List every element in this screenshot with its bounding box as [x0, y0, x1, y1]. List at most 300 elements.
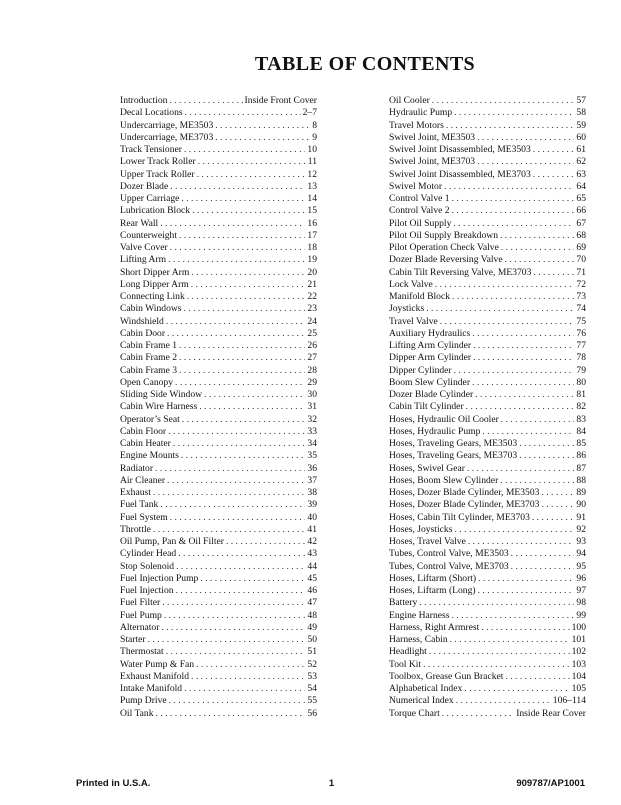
toc-entry	[389, 279, 586, 291]
dot-leader	[467, 463, 574, 475]
toc-entry	[120, 95, 317, 107]
dot-leader	[500, 475, 574, 487]
toc-entry-label: Operator’s Seat	[120, 413, 180, 425]
toc-entry-label: Cabin Floor	[120, 425, 167, 437]
dot-leader	[178, 548, 305, 560]
toc-entry-page: 27	[307, 352, 317, 364]
dot-leader	[481, 622, 569, 634]
dot-leader	[192, 205, 305, 217]
toc-entry-label: Counterweight	[120, 229, 178, 241]
toc-entry-page: 93	[576, 536, 586, 547]
toc-entry-label: Hoses, Dozer Blade Cylinder, ME3703	[389, 499, 540, 511]
toc-entry-label: Hoses, Liftarm (Short)	[389, 572, 477, 584]
toc-entry-label: Dozer Blade Cylinder	[389, 389, 474, 400]
dot-leader	[164, 610, 306, 622]
dot-leader	[167, 328, 305, 340]
toc-entry-page: 64	[576, 180, 586, 192]
toc-entry-label: Valve Cover	[120, 242, 168, 253]
toc-entry	[120, 450, 317, 462]
toc-entry-label: Windshield	[120, 315, 164, 327]
toc-entry	[389, 181, 586, 193]
toc-entry	[389, 475, 586, 487]
toc-entry-page: 39	[307, 499, 317, 511]
toc-entry	[389, 352, 586, 364]
toc-left-column	[120, 95, 317, 720]
dot-leader	[541, 487, 574, 499]
toc-entry	[389, 438, 586, 450]
dot-leader	[182, 414, 306, 426]
toc-entry-page: 2–7	[302, 107, 317, 119]
toc-entry	[120, 205, 317, 217]
toc-entry-page: 42	[307, 536, 317, 547]
toc-entry-page: 47	[307, 597, 317, 609]
toc-entry-page: 40	[307, 511, 317, 523]
toc-entry	[120, 254, 317, 266]
toc-entry	[120, 597, 317, 609]
toc-entry-label: Toolbox, Grease Gun Bracket	[389, 670, 504, 682]
dot-leader	[191, 279, 306, 291]
toc-entry	[120, 585, 317, 597]
toc-entry-label: Lifting Arm	[120, 254, 167, 266]
toc-entry-page: 41	[307, 523, 317, 535]
toc-entry-page: 70	[576, 254, 586, 266]
toc-entry-label: Fuel Pump	[120, 609, 162, 621]
toc-entry-page: 77	[576, 340, 586, 351]
toc-entry	[389, 291, 586, 303]
toc-entry-label: Rear Wall	[120, 217, 159, 229]
toc-entry-page: 10	[307, 144, 317, 155]
toc-entry	[389, 536, 586, 548]
toc-entry-label: Long Dipper Arm	[120, 278, 189, 290]
page-number: 1	[328, 778, 335, 789]
dot-leader	[482, 426, 574, 438]
toc-entry-page: Inside Rear Cover	[516, 707, 586, 719]
dot-leader	[501, 414, 575, 426]
toc-entry-page: 31	[307, 401, 317, 413]
dot-leader	[423, 659, 570, 671]
toc-entry-page: 52	[307, 658, 317, 670]
toc-entry	[389, 708, 586, 720]
dot-leader	[442, 708, 514, 720]
dot-leader	[454, 107, 574, 119]
toc-entry-page: 102	[571, 646, 586, 658]
toc-entry	[389, 205, 586, 217]
toc-entry	[389, 450, 586, 462]
dot-leader	[446, 120, 575, 132]
toc-entry-page: 74	[576, 303, 586, 315]
toc-entry	[120, 659, 317, 671]
dot-leader	[519, 438, 574, 450]
toc-entry	[120, 242, 317, 254]
dot-leader	[533, 169, 575, 181]
toc-entry-label: Tubes, Control Valve, ME3503	[389, 548, 509, 560]
dot-leader	[184, 683, 305, 695]
toc-entry-page: 19	[307, 254, 317, 266]
toc-entry-label: Air Cleaner	[120, 474, 166, 486]
toc-entry	[120, 107, 317, 119]
toc-entry	[389, 610, 586, 622]
toc-entry-label: Cabin Tilt Cylinder	[389, 401, 464, 413]
toc-entry-page: 9	[312, 131, 317, 143]
dot-leader	[168, 426, 305, 438]
toc-entry-page: 44	[307, 560, 317, 572]
toc-entry-page: 33	[307, 425, 317, 437]
toc-entry-page: 75	[576, 315, 586, 327]
toc-entry-page: 23	[307, 303, 317, 315]
dot-leader	[541, 499, 574, 511]
toc-entry-label: Fuel Injection Pump	[120, 572, 199, 584]
toc-entry-label: Cabin Door	[120, 327, 166, 339]
toc-entry	[389, 524, 586, 536]
dot-leader	[452, 205, 575, 217]
toc-entry	[389, 646, 586, 658]
toc-entry-page: 88	[576, 474, 586, 486]
toc-entry-page: 79	[576, 364, 586, 376]
toc-entry-label: Hoses, Traveling Gears, ME3503	[389, 438, 518, 449]
toc-entry	[120, 181, 317, 193]
dot-leader	[444, 181, 574, 193]
toc-entry	[120, 708, 317, 720]
toc-entry	[120, 328, 317, 340]
toc-entry	[389, 671, 586, 683]
toc-entry-page: 37	[307, 474, 317, 486]
toc-entry-page: 99	[576, 609, 586, 621]
toc-entry	[389, 683, 586, 695]
dot-leader	[148, 634, 306, 646]
toc-entry-page: 67	[576, 217, 586, 229]
toc-entry-label: Battery	[389, 597, 418, 609]
dot-leader	[511, 548, 575, 560]
toc-entry-page: 73	[576, 291, 586, 302]
toc-entry-page: 98	[576, 597, 586, 609]
dot-leader	[198, 156, 306, 168]
toc-entry-page: 58	[576, 107, 586, 119]
dot-leader	[466, 401, 575, 413]
toc-entry	[120, 303, 317, 315]
dot-leader	[533, 144, 575, 156]
toc-entry-label: Hoses, Liftarm (Long)	[389, 585, 476, 596]
toc-entry-label: Hoses, Traveling Gears, ME3703	[389, 450, 518, 462]
dot-leader	[204, 389, 305, 401]
toc-entry-label: Connecting Link	[120, 291, 185, 302]
toc-entry-page: 48	[307, 609, 317, 621]
toc-entry	[389, 401, 586, 413]
toc-entry-page: 80	[576, 376, 586, 388]
toc-entry-page: 29	[307, 376, 317, 388]
toc-entry-label: Lifting Arm Cylinder	[389, 340, 472, 351]
dot-leader	[166, 646, 306, 658]
dot-leader	[473, 340, 574, 352]
toc-entry-label: Starter	[120, 634, 146, 645]
toc-entry-label: Swivel Joint, ME3703	[389, 156, 476, 168]
toc-entry	[120, 267, 317, 279]
toc-entry-page: 35	[307, 450, 317, 462]
toc-entry-page: 89	[576, 487, 586, 498]
toc-entry	[120, 401, 317, 413]
toc-entry-label: Dipper Cylinder	[389, 364, 452, 376]
toc-entry	[120, 316, 317, 328]
toc-entry-label: Tool Kit	[389, 658, 422, 670]
toc-entry-label: Decal Locations	[120, 107, 183, 119]
toc-entry-page: 32	[307, 413, 317, 425]
dot-leader	[160, 218, 305, 230]
dot-leader	[176, 561, 305, 573]
toc-entry	[389, 303, 586, 315]
toc-right-column	[389, 95, 586, 720]
toc-entry-label: Swivel Joint Disassembled, ME3503	[389, 144, 531, 155]
toc-entry-page: 11	[307, 156, 317, 168]
toc-entry-page: 85	[576, 438, 586, 449]
toc-entry	[389, 120, 586, 132]
toc-entry	[389, 193, 586, 205]
toc-entry-label: Cabin Heater	[120, 438, 171, 449]
dot-leader	[452, 291, 574, 303]
toc-entry	[389, 622, 586, 634]
toc-entry-page: 38	[307, 487, 317, 498]
toc-entry-page: 26	[307, 340, 317, 351]
toc-entry-label: Fuel Tank	[120, 499, 159, 511]
dot-leader	[153, 487, 305, 499]
dot-leader	[477, 132, 574, 144]
toc-entry-label: Swivel Motor	[389, 180, 443, 192]
toc-entry-page: 68	[576, 229, 586, 241]
toc-entry-page: 66	[576, 205, 586, 217]
toc-entry	[120, 512, 317, 524]
dot-leader	[454, 365, 575, 377]
toc-entry-page: 36	[307, 462, 317, 474]
dot-leader	[160, 499, 305, 511]
toc-entry-label: Lower Track Roller	[120, 156, 196, 168]
dot-leader	[464, 683, 569, 695]
toc-entry-label: Cabin Windows	[120, 303, 182, 315]
dot-leader	[173, 438, 306, 450]
dot-leader	[199, 401, 305, 413]
toc-entry-label: Sliding Side Window	[120, 389, 203, 400]
toc-entry-page: 55	[307, 695, 317, 707]
toc-entry	[389, 107, 586, 119]
toc-entry-label: Lock Valve	[389, 278, 433, 290]
dot-leader	[511, 561, 575, 573]
toc-entry	[389, 414, 586, 426]
dot-leader	[179, 340, 305, 352]
toc-entry	[389, 377, 586, 389]
toc-entry	[389, 132, 586, 144]
toc-entry-page: 71	[576, 266, 586, 278]
toc-entry-label: Open Canopy	[120, 376, 174, 388]
toc-entry	[120, 683, 317, 695]
dot-leader	[181, 450, 306, 462]
dot-leader	[185, 107, 301, 119]
toc-entry	[389, 499, 586, 511]
toc-entry	[389, 487, 586, 499]
toc-entry-page: 53	[307, 670, 317, 682]
dot-leader	[162, 597, 305, 609]
toc-entry-page: 12	[307, 168, 317, 180]
toc-entry-page: 91	[576, 511, 586, 523]
dot-leader	[196, 659, 305, 671]
toc-entry-page: 90	[576, 499, 586, 511]
toc-entry-page: 30	[307, 389, 317, 400]
toc-entry-label: Engine Harness	[389, 609, 450, 621]
dot-leader	[435, 279, 575, 291]
toc-entry-page: 13	[307, 180, 317, 192]
toc-entry-label: Tubes, Control Valve, ME3703	[389, 560, 509, 572]
toc-entry-page: 82	[576, 401, 586, 413]
toc-entry-label: Torque Chart	[389, 707, 440, 719]
dot-leader	[472, 328, 574, 340]
dot-leader	[161, 622, 305, 634]
toc-entry	[389, 340, 586, 352]
toc-entry	[389, 242, 586, 254]
toc-entry	[120, 671, 317, 683]
toc-entry	[120, 230, 317, 242]
dot-leader	[468, 536, 575, 548]
toc-entry-label: Travel Valve	[389, 315, 438, 327]
toc-entry	[389, 695, 586, 707]
toc-entry-page: 69	[576, 242, 586, 253]
toc-entry-label: Cabin Frame 3	[120, 364, 178, 376]
toc-entry	[120, 377, 317, 389]
toc-entry	[389, 597, 586, 609]
dot-leader	[184, 303, 306, 315]
toc-entry-label: Hoses, Travel Valve	[389, 536, 466, 547]
dot-leader	[477, 156, 574, 168]
document-code: 909787/AP1001	[516, 778, 585, 789]
toc-entry-label: Pilot Operation Check Valve	[389, 242, 499, 253]
toc-entry-label: Throttle	[120, 523, 151, 535]
toc-entry	[120, 524, 317, 536]
toc-entry-page: 21	[307, 278, 317, 290]
dot-leader	[429, 646, 570, 658]
toc-entry-label: Joysticks	[389, 303, 425, 315]
toc-entry-page: 87	[576, 462, 586, 474]
toc-entry-label: Harness, Cabin	[389, 634, 448, 645]
toc-entry-page: 104	[571, 670, 586, 682]
toc-entry	[120, 352, 317, 364]
toc-entry-label: Boom Slew Cylinder	[389, 376, 471, 388]
toc-entry	[120, 610, 317, 622]
toc-entry-page: 96	[576, 572, 586, 584]
toc-entry-page: 103	[571, 658, 586, 670]
toc-entry-page: 60	[576, 131, 586, 143]
toc-entry-label: Cylinder Head	[120, 548, 177, 560]
toc-entry	[389, 267, 586, 279]
toc-entry-label: Travel Motors	[389, 119, 444, 131]
toc-entry-label: Oil Pump, Pan & Oil Filter	[120, 536, 224, 547]
toc-entry-label: Swivel Joint, ME3503	[389, 131, 476, 143]
toc-entry	[120, 144, 317, 156]
toc-entry	[389, 561, 586, 573]
toc-entry-page: 63	[576, 168, 586, 180]
dot-leader	[168, 254, 305, 266]
toc-entry	[389, 573, 586, 585]
toc-entry-page: 97	[576, 585, 586, 596]
dot-leader	[181, 193, 305, 205]
toc-entry-label: Cabin Tilt Reversing Valve, ME3703	[389, 266, 532, 278]
toc-entry-label: Control Valve 1	[389, 193, 450, 204]
toc-entry-page: 17	[307, 229, 317, 241]
dot-leader	[166, 316, 306, 328]
toc-entry	[389, 254, 586, 266]
dot-leader	[478, 573, 574, 585]
toc-entry	[389, 144, 586, 156]
toc-entry	[120, 414, 317, 426]
dot-leader	[475, 389, 574, 401]
toc-entry	[389, 585, 586, 597]
toc-entry-page: 16	[307, 217, 317, 229]
dot-leader	[505, 671, 569, 683]
toc-entry-label: Exhaust	[120, 487, 151, 498]
toc-entry-page: 95	[576, 560, 586, 572]
toc-entry	[120, 156, 317, 168]
toc-entry-label: Hoses, Hydraulic Oil Cooler	[389, 413, 499, 425]
dot-leader	[533, 267, 574, 279]
dot-leader	[170, 512, 306, 524]
toc-entry-label: Short Dipper Arm	[120, 266, 190, 278]
toc-entry-label: Thermostat	[120, 646, 164, 658]
toc-entry-label: Water Pump & Fan	[120, 658, 195, 670]
toc-entry-page: 57	[576, 95, 586, 106]
toc-entry-label: Fuel Injection	[120, 585, 174, 596]
page-title: TABLE OF CONTENTS	[254, 53, 476, 75]
toc-entry	[120, 548, 317, 560]
toc-entry	[120, 340, 317, 352]
dot-leader	[156, 708, 306, 720]
toc-entry-label: Oil Cooler	[389, 95, 430, 106]
dot-leader	[197, 169, 306, 181]
toc-entry	[120, 132, 317, 144]
toc-entry-page: 14	[307, 193, 317, 204]
toc-entry-page: 54	[307, 683, 317, 694]
toc-entry-label: Radiator	[120, 462, 154, 474]
dot-leader	[215, 132, 310, 144]
dot-leader	[153, 524, 306, 536]
toc-entry-label: Control Valve 2	[389, 205, 450, 217]
toc-entry	[389, 230, 586, 242]
toc-entry	[389, 426, 586, 438]
toc-entry-page: 25	[307, 327, 317, 339]
toc-entry	[120, 291, 317, 303]
dot-leader	[426, 303, 574, 315]
dot-leader	[450, 634, 570, 646]
dot-leader	[175, 377, 305, 389]
dot-leader	[187, 291, 306, 303]
toc-entry-label: Dipper Arm Cylinder	[389, 352, 472, 364]
toc-entry	[389, 316, 586, 328]
toc-entry-page: 94	[576, 548, 586, 560]
dot-leader	[519, 450, 574, 462]
toc-entry-label: Alternator	[120, 621, 160, 633]
dot-leader	[432, 95, 575, 107]
toc-entry-label: Pump Drive	[120, 695, 167, 707]
dot-leader	[500, 230, 574, 242]
toc-entry-page: 20	[307, 266, 317, 278]
toc-entry-label: Hoses, Cabin Tilt Cylinder, ME3703	[389, 511, 530, 523]
toc-entry-label: Undercarriage, ME3503	[120, 119, 214, 131]
toc-entry	[120, 499, 317, 511]
toc-entry-label: Upper Carriage	[120, 193, 180, 204]
toc-entry-label: Introduction	[120, 95, 168, 106]
toc-entry	[389, 389, 586, 401]
toc-entry-label: Cabin Frame 2	[120, 352, 178, 364]
toc-entry-label: Swivel Joint Disassembled, ME3703	[389, 168, 531, 180]
toc-entry-label: Pilot Oil Supply Breakdown	[389, 229, 498, 241]
toc-entry-page: 45	[307, 572, 317, 584]
toc-entry	[389, 365, 586, 377]
toc-entry	[120, 695, 317, 707]
toc-entry	[389, 512, 586, 524]
toc-entry-page: 46	[307, 585, 317, 596]
